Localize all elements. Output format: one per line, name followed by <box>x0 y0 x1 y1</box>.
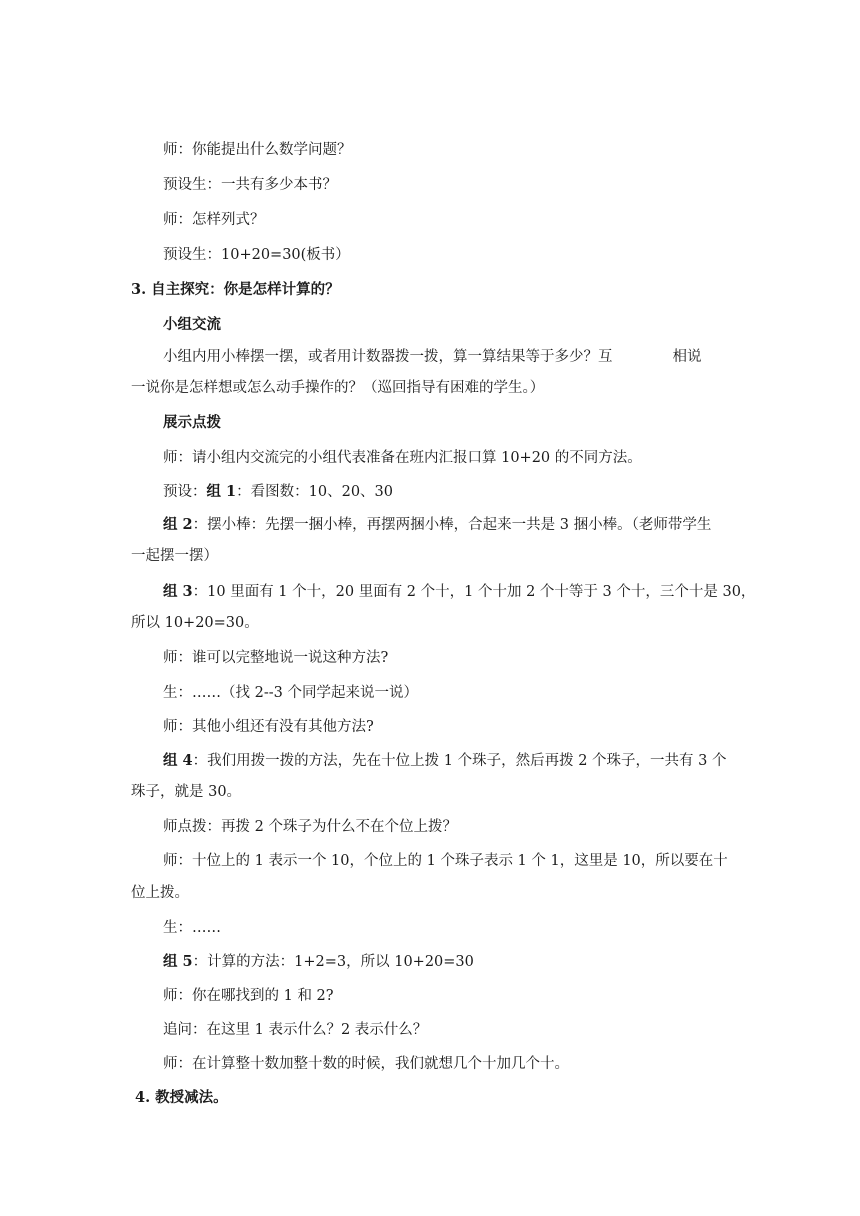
text-line: 预设生：一共有多少本书？ <box>163 177 337 193</box>
text-line: 位上拨。 <box>131 885 189 901</box>
text-line: 组 4：我们用拨一拨的方法，先在十位上拨 1 个珠子，然后再拨 2 个珠子，一共有 3 个 <box>163 752 727 769</box>
section-heading: 3. 自主探究：你是怎样计算的？ <box>131 281 340 298</box>
subheading: 小组交流 <box>163 316 221 333</box>
text-line: 师：怎样列式？ <box>163 212 265 228</box>
section-heading: 4. 教授减法。 <box>135 1089 228 1106</box>
text-line: 生：……（找 2--3 个同学起来说一说） <box>163 685 418 701</box>
subheading: 展示点拨 <box>163 414 221 431</box>
text-line: 师：其他小组还有没有其他方法? <box>163 719 374 735</box>
text-line: 师点拨：再拨 2 个珠子为什么不在个位上拨？ <box>163 819 457 835</box>
text-line: 师：十位上的 1 表示一个 10，个位上的 1 个珠子表示 1 个 1，这里是 10，所以要在十 <box>163 853 728 869</box>
text-line: 珠子，就是 30。 <box>131 784 242 800</box>
text-line: 组 5：计算的方法：1+2=3，所以 10+20=30 <box>163 953 474 970</box>
text-line: 预设生：10+20=30(板书） <box>163 247 350 263</box>
text-line: 组 3：10 里面有 1 个十，20 里面有 2 个十，1 个十加 2 个十等于 3 个十，三个十是 30， <box>163 583 756 600</box>
text-line: 师：谁可以完整地说一说这种方法? <box>163 650 389 666</box>
text-line: 师：在计算整十数加整十数的时候，我们就想几个十加几个十。 <box>163 1056 569 1072</box>
text-line: 组 2：摆小棒：先摆一捆小棒，再摆两捆小棒，合起来一共是 3 捆小棒。（老师带学生 <box>163 516 712 533</box>
text-line: 预设：组 1：看图数：10、20、30 <box>163 483 393 500</box>
paragraph-line: 一说你是怎样想或怎么动手操作的？（巡回指导有困难的学生。） <box>131 380 545 396</box>
text-line: 师：你在哪找到的 1 和 2? <box>163 988 334 1004</box>
text-line: 追问：在这里 1 表示什么？2 表示什么？ <box>163 1022 428 1038</box>
text-line: 师：你能提出什么数学问题？ <box>163 142 352 158</box>
paragraph-line: 小组内用小棒摆一摆，或者用计数器拨一拨，算一算结果等于多少？互 相说 <box>163 349 702 365</box>
text-line: 所以 10+20=30。 <box>131 615 259 631</box>
text-line: 师：请小组内交流完的小组代表准备在班内汇报口算 10+20 的不同方法。 <box>163 450 642 466</box>
text-line: 一起摆一摆） <box>131 548 218 564</box>
text-line: 生：…… <box>163 920 221 936</box>
